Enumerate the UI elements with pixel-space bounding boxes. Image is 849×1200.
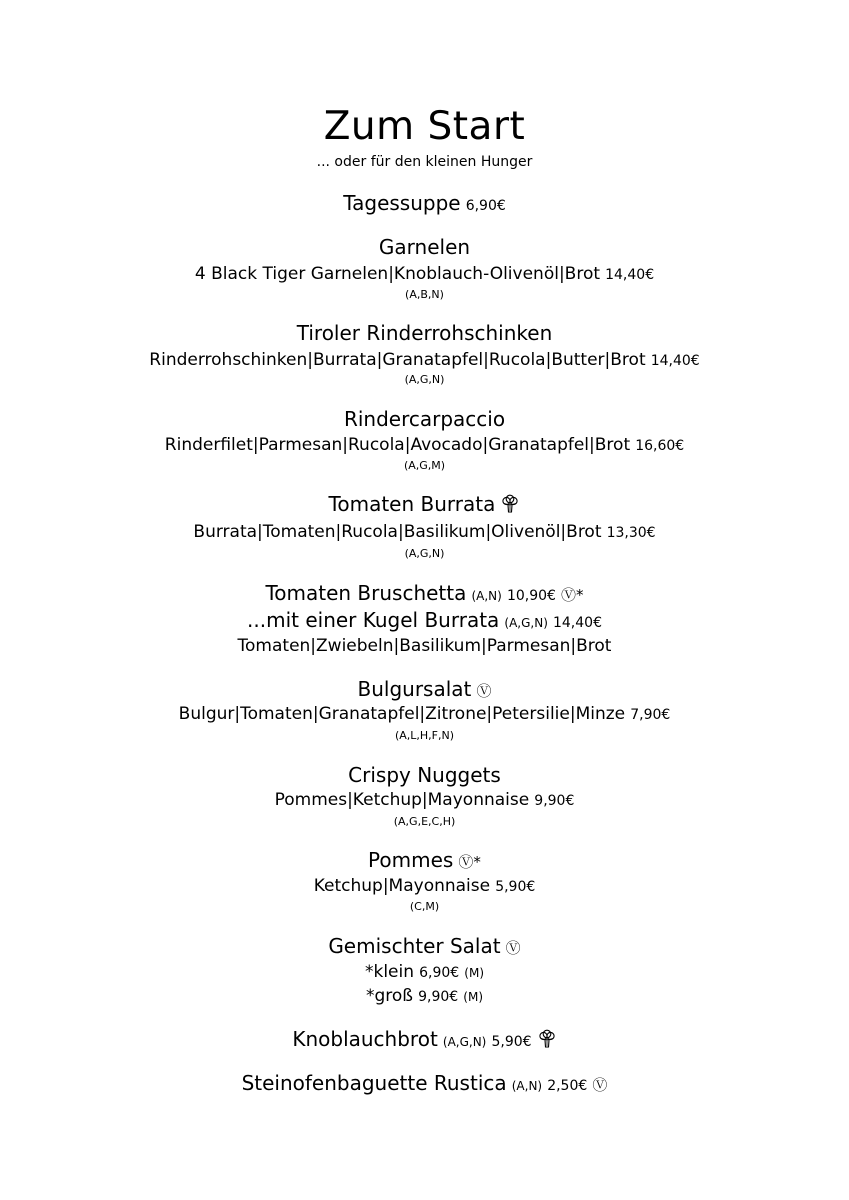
- item-garnelen-title: [0, 235, 849, 259]
- item-bruschetta-extra: [0, 608, 849, 632]
- item-price: 5,90€: [491, 1034, 532, 1050]
- item-name: Gemischter Salat: [328, 934, 501, 958]
- item-rohschinken-title: [0, 321, 849, 345]
- item-price: 13,30€: [606, 525, 656, 541]
- size-label: *groß: [365, 986, 413, 1006]
- item-allergens: (A,G,M): [403, 459, 446, 472]
- item-allergens: (A,G,N): [404, 547, 445, 560]
- item-price: 10,90€: [506, 588, 556, 604]
- item-description: Tomaten|Zwiebeln|Basilikum|Parmesan|Brot: [237, 636, 612, 656]
- item-description: Pommes|Ketchup|Mayonnaise: [274, 790, 530, 810]
- item-name: Tomaten Burrata: [328, 492, 496, 516]
- item-bruschetta-title: [0, 581, 849, 605]
- item-nuggets-desc: [0, 790, 849, 810]
- item-name: Pommes: [368, 848, 454, 872]
- size-price: 9,90€: [418, 989, 459, 1005]
- item-salat-small: [0, 962, 849, 982]
- item-burrata-title: [0, 492, 849, 516]
- item-allergens: (A,G,N): [404, 373, 445, 386]
- item-allergens: (A,G,E,C,H): [393, 815, 456, 828]
- item-knoblauchbrot: [0, 1027, 849, 1051]
- item-name: Tagessuppe: [343, 191, 461, 215]
- item-allergens: (A,N): [511, 1079, 543, 1093]
- broccoli-icon: [500, 494, 520, 514]
- item-extra-price: 14,40€: [552, 615, 602, 631]
- item-description: Ketchup|Mayonnaise: [313, 876, 491, 896]
- item-name: Bulgursalat: [357, 677, 472, 701]
- item-price: 7,90€: [630, 707, 671, 723]
- item-baguette: [0, 1071, 849, 1095]
- item-garnelen-desc: [0, 264, 849, 284]
- item-bulgursalat-desc: [0, 704, 849, 724]
- item-burrata-desc: [0, 522, 849, 542]
- vegan-mark: Ⓥ: [505, 939, 521, 957]
- item-rohschinken-desc: [0, 350, 849, 370]
- item-extra-name: ...mit einer Kugel Burrata: [247, 608, 500, 632]
- item-name: Crispy Nuggets: [348, 763, 501, 787]
- item-name: Knoblauchbrot: [292, 1027, 438, 1051]
- item-description: 4 Black Tiger Garnelen|Knoblauch-Olivenöl|Brot: [194, 264, 601, 284]
- item-carpaccio-title: [0, 407, 849, 431]
- item-allergens: (C,M): [409, 900, 440, 913]
- size-price: 6,90€: [419, 965, 460, 981]
- item-price: 9,90€: [534, 793, 575, 809]
- item-salat-large: [0, 986, 849, 1006]
- size-label: *klein: [364, 962, 415, 982]
- item-nuggets-title: [0, 763, 849, 787]
- item-bulgursalat-title: [0, 677, 849, 701]
- item-extra-allergens: (A,G,N): [504, 616, 548, 630]
- item-description: Rinderfilet|Parmesan|Rucola|Avocado|Granatapfel|Brot: [164, 435, 631, 455]
- item-allergens: (A,L,H,F,N): [394, 729, 455, 742]
- item-name: Steinofenbaguette Rustica: [241, 1071, 507, 1095]
- item-pommes-title: [0, 848, 849, 872]
- page-title: Zum Start: [323, 104, 526, 149]
- item-description: Burrata|Tomaten|Rucola|Basilikum|Olivenöl|Brot: [193, 522, 602, 542]
- item-price: 14,40€: [605, 267, 655, 283]
- item-name: Rindercarpaccio: [343, 407, 506, 431]
- size-allergens: (M): [464, 966, 485, 980]
- item-price: 14,40€: [650, 353, 700, 369]
- vegan-mark: Ⓥ*: [458, 853, 481, 871]
- vegan-mark: Ⓥ: [476, 682, 492, 700]
- item-pommes-desc: [0, 876, 849, 896]
- vegan-mark: Ⓥ*: [561, 586, 584, 604]
- item-allergens: (A,B,N): [405, 288, 444, 301]
- item-name: Tiroler Rinderrohschinken: [296, 321, 553, 345]
- item-price: 6,90€: [465, 198, 506, 214]
- item-allergens: (A,N): [471, 589, 502, 603]
- item-name: Garnelen: [378, 235, 471, 259]
- item-bruschetta-desc: [0, 636, 849, 656]
- item-name: Tomaten Bruschetta: [265, 581, 467, 605]
- page-subtitle: ... oder für den kleinen Hunger: [316, 154, 533, 170]
- item-price: 2,50€: [547, 1078, 588, 1094]
- item-carpaccio-desc: [0, 435, 849, 455]
- item-description: Rinderrohschinken|Burrata|Granatapfel|Rucola|Butter|Brot: [149, 350, 646, 370]
- item-price: 5,90€: [495, 879, 536, 895]
- item-price: 16,60€: [635, 438, 685, 454]
- vegan-mark: Ⓥ: [592, 1076, 608, 1094]
- item-allergens: (A,G,N): [442, 1035, 487, 1049]
- item-salat-title: [0, 934, 849, 958]
- item-description: Bulgur|Tomaten|Granatapfel|Zitrone|Petersilie|Minze: [178, 704, 626, 724]
- broccoli-icon: [537, 1029, 557, 1049]
- item-tagessuppe: [0, 191, 849, 215]
- size-allergens: (M): [463, 990, 483, 1004]
